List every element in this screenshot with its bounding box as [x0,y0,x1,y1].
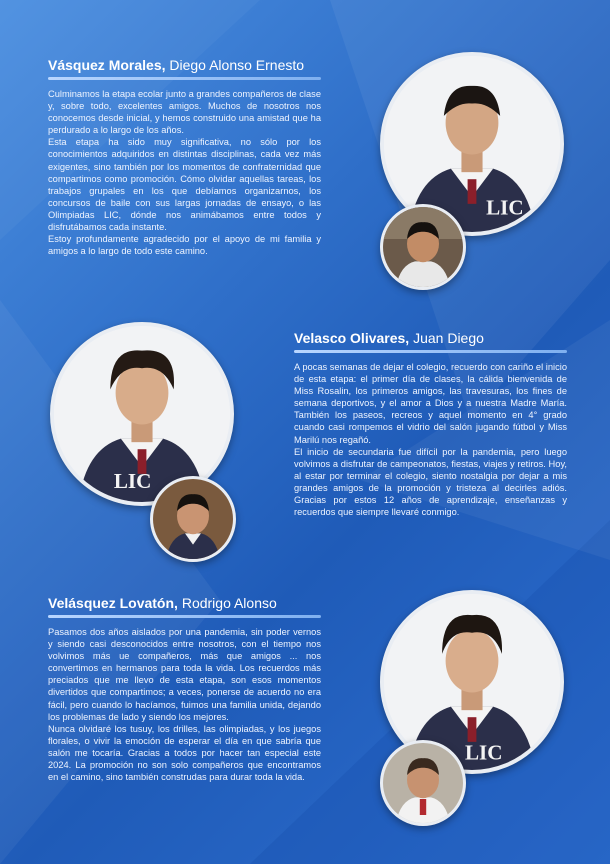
childhood-photo [380,740,466,826]
testimonial-paragraph: Estoy profundamente agradecido por el apoyo de mi familia y amigos a lo largo de todo este camino. [48,234,321,257]
student-profile-3 [48,594,321,783]
student-given-names: Rodrigo Alonso [177,595,277,611]
childhood-photo [150,476,236,562]
student-testimonial [48,626,321,783]
name-underline [294,350,567,353]
student-name [48,594,321,612]
testimonial-paragraph: Culminamos la etapa ecolar junto a grandes compañeros de clase y, sobre todo, excelentes amigos. Muchos de nosotros nos conocemos desde inicial, y hemos construido una amistad que ha perdurado a lo largo de los años. [48,89,321,136]
student-surname: Velasco Olivares, [294,330,410,346]
student-surname: Velásquez Lovatón, [48,595,178,611]
testimonial-paragraph: Nunca olvidaré los tusuy, los drilles, las olimpiadas, y los juegos florales, o vivir la emoción de esperar el día en que sabría que salón me tocaría. Gracias a todos por hacer tan especial este 2024. La promoción no son solo compañeros que encontramos en el camino, sino también construdas para durar toda la vida. [48,723,321,783]
svg-text:LIC: LIC [464,740,503,765]
student-profile-1 [48,56,321,257]
student-profile-2 [294,329,567,518]
name-underline [48,77,321,80]
name-underline [48,615,321,618]
testimonial-paragraph: A pocas semanas de dejar el colegio, recuerdo con cariño el inicio de esta etapa: el primer día de clases, la cálida bienvenida de Miss Rosalin, los primeros amigos, las travesuras, los fines de semana deportivos, y el amor a Dios y a nuestra Madre María. También los paseos, recreos y aquel momento en 4° grado cuando casi rompemos el vidrio del salón jugando fútbol y Miss Marilú nos regañó. [294,362,567,445]
student-name [294,329,567,347]
testimonial-paragraph: Esta etapa ha sido muy significativa, no sólo por los conocimientos adquiridos en distintas disciplinas, cada vez más exigentes, sino también por los momentos de confraternidad que compartimos como promoción. Cómo olvidar aquellas tareas, los trabajos grupales en los que debíamos organizarnos, los concursos de baile con sus largas jornadas de ensayo, o las Olimpiadas LIC, dónde nos animábamos entre todos y disfrutábamos cada instante. [48,137,321,233]
student-testimonial [294,361,567,518]
student-given-names: Diego Alonso Ernesto [165,57,305,73]
student-name [48,56,321,74]
student-testimonial [48,88,321,257]
student-surname: Vásquez Morales, [48,57,166,73]
childhood-photo [380,204,466,290]
svg-text:LIC: LIC [486,195,524,220]
testimonial-paragraph: Pasamos dos años aislados por una pandemia, sin poder vernos y siendo casi desconocidos entre nosotros, con el tiempo nos volvimos más ue compañeros, más que amigos ... nos convertimos en hermanos para toda la vida. Los recuerdos más preciados que me llevo de esta etapa, son esos momentos divertidos que compartimos; a veces, ponerse de acuerdo no era fácil, pero cuando lo hacíamos, fuimos una familia unida, dejando los problemas de lado y siendo los mejores. [48,627,321,722]
testimonial-paragraph: El inicio de secundaria fue difícil por la pandemia, pero luego volvimos a disfrutar de campeonatos, fiestas, viajes y retiros. Hoy, al estar por terminar el colegio, siento nostalgia por dejar a mis grandes amigos de la promoción y tristeza al decirles adiós. Gracias por estos 12 años de aprendizaje, enseñanzas y recuerdos que siempre llevaré conmigo. [294,446,567,518]
student-given-names: Juan Diego [409,330,484,346]
svg-text:LIC: LIC [113,468,152,493]
